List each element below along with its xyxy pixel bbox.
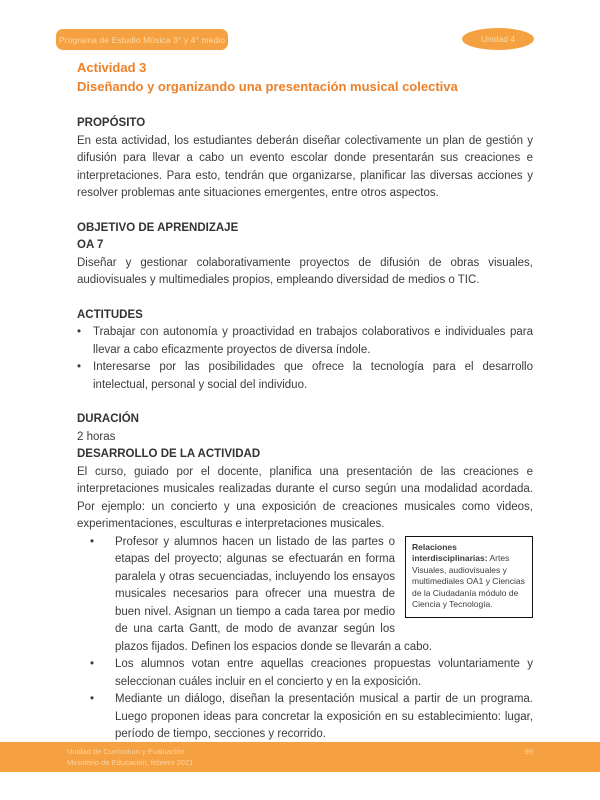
unit-badge bbox=[462, 28, 534, 50]
program-badge-label: Programa de Estudio Música 3° y 4° medio bbox=[58, 34, 226, 45]
footer-line1: Unidad de Currículum y Evaluación bbox=[67, 747, 185, 756]
list-item-text: Interesarse por las posibilidades que ofrece la tecnología para el desarrollo intelectual, personal y social del individuo. bbox=[93, 361, 533, 391]
actitudes-heading: ACTITUDES bbox=[77, 308, 143, 321]
unit-badge-label: Unidad 4 bbox=[480, 34, 516, 44]
list-item-text: Trabajar con autonomía y proactividad en trabajos colaborativos e individuales para llevar a cabo eficazmente proyectos de diversa índole. bbox=[93, 326, 533, 356]
interdisciplinary-box-body: Artes Visuales, audiovisuales y multimediales OA1 y Ciencias de la Ciudadanía módulo de Ciencia y Tecnología. bbox=[412, 553, 525, 609]
page-content bbox=[77, 58, 533, 744]
footer-text bbox=[67, 746, 533, 768]
interdisciplinary-box-title: Relaciones interdisciplinarias: bbox=[412, 541, 488, 563]
footer-line2: Ministerio de Educación, febrero 2021 bbox=[67, 758, 194, 767]
footer-bar bbox=[0, 742, 600, 772]
step-item-text: Profesor y alumnos hacen un listado de las partes o etapas del proyecto; algunas se efectuarán en forma paralela y otras secuenciadas, incluyendo los ensayos musicales necesarios para ofrecer una muestra de buen nivel. Asignan un tiempo a cada tarea por medio de una carta Gantt, de modo de avanzar según los plazos fijados. Definen los espacios donde se llevarán a cabo. bbox=[115, 535, 433, 653]
activity-subtitle: Diseñando y organizando una presentación musical colectiva bbox=[77, 79, 458, 94]
objetivo-heading: OBJETIVO DE APRENDIZAJE bbox=[77, 221, 239, 234]
actitudes-list bbox=[77, 324, 533, 394]
proposito-heading: PROPÓSITO bbox=[77, 117, 146, 129]
activity-title: Actividad 3 bbox=[77, 60, 147, 75]
duracion-heading: DURACIÓN bbox=[77, 413, 139, 425]
list-item bbox=[77, 324, 533, 359]
bullet-icon: • bbox=[77, 326, 82, 338]
bullet-icon: • bbox=[77, 361, 82, 373]
objetivo-code: OA 7 bbox=[77, 239, 104, 251]
step-item-text: Mediante un diálogo, diseñan la presentación musical a partir de un programa. Luego proponen ideas para concretar la exposición en su establecimiento: lugar, período de tiempo, secciones y recorrido. bbox=[115, 693, 533, 740]
bullet-icon: • bbox=[90, 535, 95, 548]
activity-title-block bbox=[77, 58, 533, 96]
step-item bbox=[77, 691, 533, 744]
interdisciplinary-box bbox=[405, 536, 533, 618]
desarrollo-intro: El curso, guiado por el docente, planifica una presentación de las creaciones e interpretaciones musicales realizadas durante el curso según una modalidad acordada. Por ejemplo: un concierto y una exposición de creaciones musicales como videos, experimentaciones, esculturas e interpretaciones musicales. bbox=[77, 465, 533, 530]
program-badge bbox=[56, 29, 228, 50]
duracion-value: 2 horas bbox=[77, 430, 116, 443]
page-number: 99 bbox=[524, 747, 533, 756]
bullet-icon: • bbox=[90, 693, 95, 705]
step-item-text: Los alumnos votan entre aquellas creaciones propuestas voluntariamente y seleccionan cuáles incluir en el concierto y en la exposición. bbox=[115, 658, 533, 688]
list-item bbox=[77, 359, 533, 394]
proposito-paragraph: En esta actividad, los estudiantes deberán diseñar colectivamente un plan de gestión y difusión para llevar a cabo un evento escolar donde presentarán sus creaciones e interpretaciones. Para esto, tendrán que organizarse, planificar las diversas acciones y resolver problemas ante situaciones emergentes, entre otros aspectos. bbox=[77, 134, 533, 199]
bullet-icon: • bbox=[90, 658, 95, 670]
step-item bbox=[77, 656, 533, 691]
steps-list bbox=[77, 534, 533, 744]
objetivo-paragraph: Diseñar y gestionar colaborativamente proyectos de difusión de obras visuales, audiovisuales y multimediales propios, empleando diversidad de medios o TIC. bbox=[77, 256, 533, 286]
desarrollo-heading: DESARROLLO DE LA ACTIVIDAD bbox=[77, 448, 261, 460]
